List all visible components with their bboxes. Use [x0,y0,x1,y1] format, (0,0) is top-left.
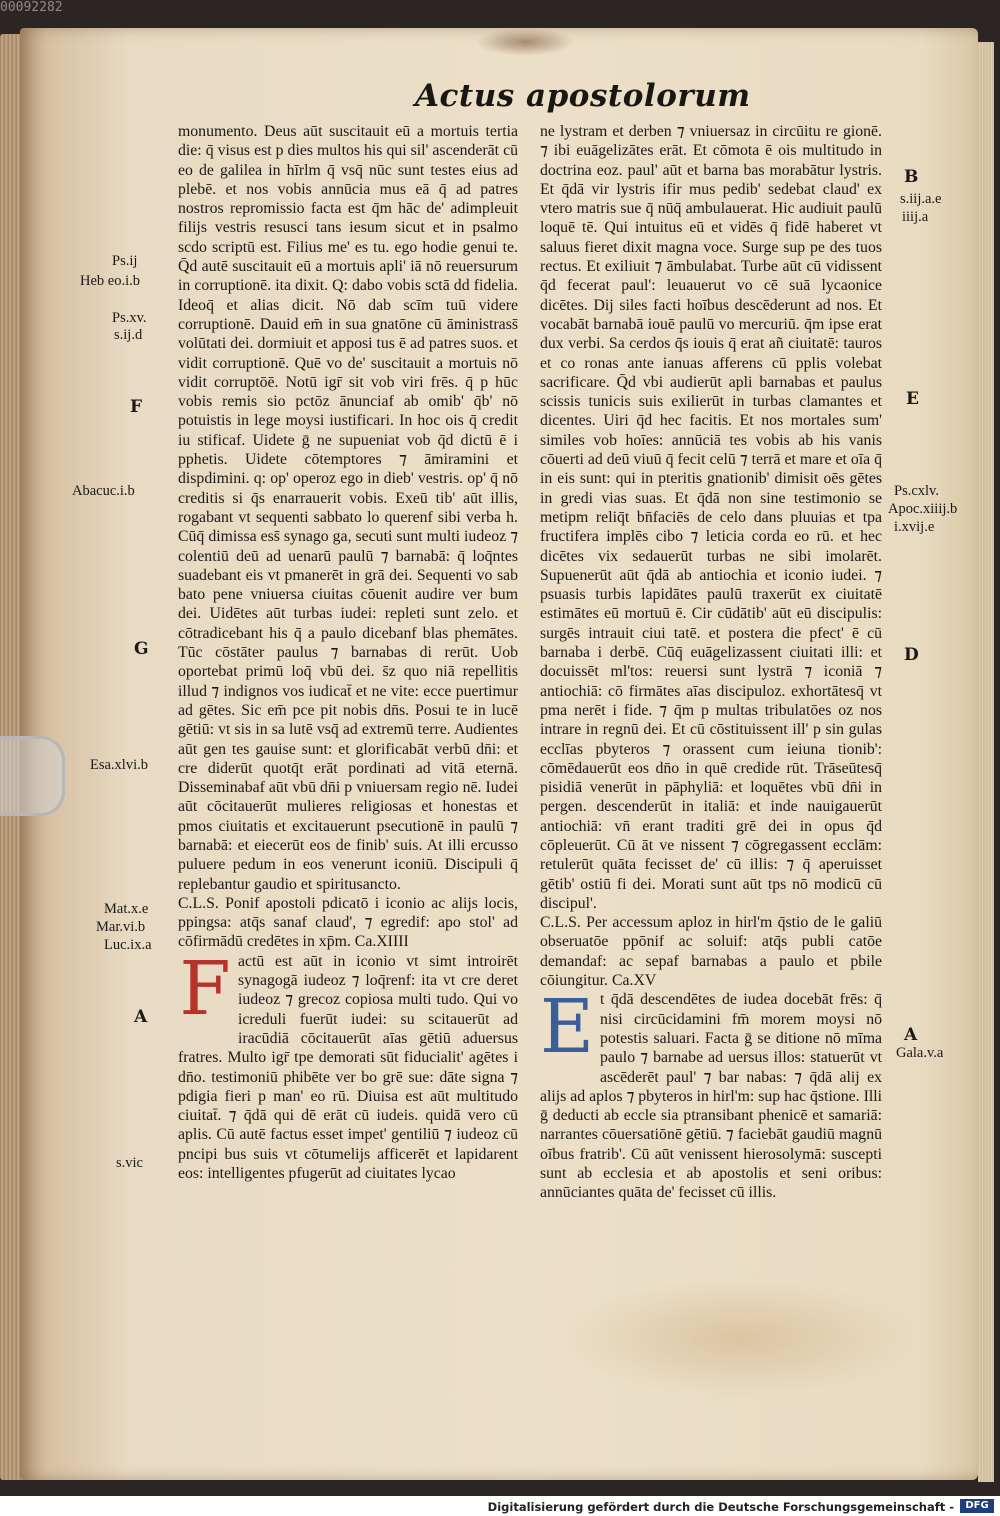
column-text: monumento. Deus aūt suscitauit eū a mortuis tertia die: q̄ visus est p dies multos his qui sil' ascenderāt cū eo de galilea in hīrlm q̄ vsq̄ nūc sunt testes eius ad plebē. et nos vobis annūcia mus eā q̄ ad patres nostros repromissio facta est q̄m hāc de' adimpleuit filijs vestris resusci tans iesum sicut et in psalmo scdo scriptū est. Filius me' es tu. ego hodie genui te. Q̄d autē suscitauit eū a mortuis apli' iā nō reuersurum in corruptionē. ita dixit. Q: dabo vobis sctā dd fidelia. Ideoq̄ et alias dicit. Nō dab scīm tuū videre corruptionē. Dauid em̄ in sua gnatōne cū āministrass̄ volūtati dei. dormiuit et apposi tus ē ad patres suos. et vidit corruptionē. Quē vo de' suscitauit a mortuis nō vidit corruptōē. Notū igr̄ sit vob viri frēs. q̄ p hūc vobis remis sio pctōz ānunciaf ab omib' q̄b' nō potuistis in lege moysi iustificari. In hoc ois q̄ credit iu stificaf. Uidete ḡ ne supueniat vob q̄d dictū ē i pphetis. Uidete cōtemptores ⁊ āmiramini et dispdimini. q: op' operoz ego in dieb' vestris. op' q̄ nō creditis si q̄s enarrauerit vobis. Exeū tib' aūt illis, rogabant vt sequenti sabbato lo querenf sibi verba h. Cūq̄ dimissa ess̄ synago ga, secuti sunt multi iudeoz ⁊ colentiū deū ad uenarū paulū ⁊ barnabā: q̄ loq̄ntes suadebant eis vt pmanerēt in grā dei. Sequenti vo sab bato pene vniuersa ciuitas cōuenit audire ver bum dei. Uidētes aūt turbas iudei: repleti sunt zelo. et cōtradicebant his q̄ a paulo dicebanf blas phemātes. Tūc cōstāter paulus ⁊ barnabas di rerūt. Uob oportebat primū loq̄ vbū dei. s̄z quo niā repellitis illud ⁊ indignos vos iudicat̄ et ne vite: ecce puertimur ad gētes. Sic em̄ pce pit nobis dn̄s. Posui te in lucē gētiū: vt sis in sa lutē vsq̄ ad extremū terre. Audientes aūt gen tes gauise sunt: et glorificabāt verbū dn̄i: et cre diderūt quotq̄t erāt pordinati ad vitā eternā. Disseminabaf aūt vbū dn̄i p vniuersam regio nē. Iudei aūt cōcitauerūt mulieres religiosas et honestas et pmos ciuitatis et excitauerunt psecutionē in paulū ⁊ barnabā: et eiecerūt eos de finib' suis. At illi ercusso puluere pedum in eos venerunt iconiū. Discipuli q̄ replebantur gaudio et spiritusancto. [178,123,518,893]
margin-note: Esa.xlvi.b [90,757,148,773]
margin-note: Ps.cxlv. [894,483,939,499]
margin-letter: A [134,1007,148,1027]
decorated-initial: F [179,945,231,1032]
margin-note: i.xvij.e [894,519,935,535]
text-column-right [540,122,882,1203]
chapter-summary-text: C.L.S. Ponif apostoli pdicatō i iconio ac alijs locis, ppingsa: atq̄s sanaf claud', ⁊ egredif: apo stol' ad cōfirmādū credētes in xp̄m. [178,894,518,951]
margin-note: Heb eo.i.b [80,273,140,289]
chapter-text: actū est aūt in iconio vt simt introirēt synagogā iudeoz ⁊ loq̄renf: ita vt cre deret iudeoz ⁊ grecoz copiosa multi tudo. Qui vo icreduli fuerūt iudei: su scitauerūt ad iracūdiā cōcitauerūt aīas gētiū aduersus fratres. Multo igr̄ tpe demorati sūt fiducialit' agētes i dn̄o. testimoniū phibēte ver bo grē sue: dāte signa ⁊ pdigia fieri p man' eo rū. Diuisa est aūt multitudo ciuitat̄. ⁊ q̄dā qui dē erāt cū iudeis. quidā vero cū aplis. Cū autē factus esset impet' gentiliū ⁊ iudeoz cū pncipi bus suis vt cōtumelijs afficerēt et lapidarent eos: intelligentes pfugerūt ad ciuitates lycao [178,952,518,1183]
scan-identifier: 00092282 [0,0,63,15]
chapter-summary [178,894,518,952]
chapter-body [178,945,518,1184]
column-text: ne lystram et derben ⁊ vniuersaz in circūitu re gionē. ⁊ ibi euāgelizātes erāt. Et cōmota ē ois multitudo in doctrina eoz. paul' aūt et barna bas morabātur lystris. Et q̄dā vir lystris ifir mus pedib' sedebat claud' ex vtero matris sue q̄ nūq̄ ambulauerat. Hic audiuit paulū loquē tē. Qui intuitus eū et vidēs q̄ fidē haberet vt saluus fieret dixit magna voce. Surge sup pe des tuos rectus. Et exiliuit ⁊ āmbulabat. Turbe aūt cū vidissent q̄d fecerat paul': leuauerut vo cē suā lycaonice dicētes. Dij siles facti hoībus descēderunt ad nos. Et vocabāt barnabā iouē paulū vo mercuriū. q̄m ipse erat dux verbi. Sa cerdos q̄s iouis q̄ erat añ ciuitatē: tauros et co ronas ante ianuas afferens cū pplis volebat sacrificare. Q̄d vbi audierūt apli barnabas et paulus scissis tunicis suis exilierūt in turbas clamantes et dicentes. Uiri q̄d hec facitis. Et nos mortales sum' similes vob hoīes: annūciā tes vobis ab his vanis cōuerti ad deū viuū q̄ fecit celū ⁊ terrā et mare et oīa q̄ in eis sunt: qui in pteritis gnationib' dimisit oēs gētes in gredi vias suas. Et q̄dā non sine testimonio se metipm reliq̄t bn̄faciēs de celo dans pluuias et tpa fructifera implēs cibo ⁊ leticia corda eo rū. et hec dicētes vix sedauerūt turbas ne sibi imolarēt. Supuenerūt aūt q̄dā ab antiochia et iconio iudei. ⁊ psuasis turbis lapidātes paulū traxerūt ex ciuitatē estimātes eū mortuū ē. Cir cūdātib' aūt eū discipulis: surgēs intrauit ciui tatē. et postera die pfect' ē cū barnaba i derbē. Cūq̄ euāgelizassent ciuitati illi: et docuissēt ml'tos: reuersi sunt lystrā ⁊ iconiā ⁊ antiochiā: cō firmātes aīas discipuloz. exhortātesq̄ vt pma nerēt i fide. ⁊ q̄m p multas tribulatōes oz nos intrare in regnū dei. Et cū cōstituissent ill' p sin gulas ecclīas pbyteros ⁊ orassent cum ieiuna tionib': cōmēdauerūt eos dn̄o in quē credide rūt. Trāseūtesq̄ pisidiā venerūt in pāphyliā: et loquētes vbū dn̄i in pergen. descenderūt in italiā: et inde nauigauerūt antiochiā: vn̄ erant traditi grē dei in opus q̄d cōpleuerūt. Cū āt ve nissent ⁊ cōgregassent ecclām: retulerūt quāta fecisset de' cū illis: ⁊ q̄ aperuisset gētib' ostiū fi dei. Morati sunt aūt tps nō modicū cū discipul'. [540,123,882,912]
margin-note: Mar.vi.b [96,919,146,935]
chapter-body [540,984,882,1202]
margin-note: s.vic [116,1155,143,1171]
margin-note: Apoc.xiiij.b [888,501,958,517]
margin-letter: E [906,389,919,409]
margin-note: s.iij.a.e [900,191,942,207]
margin-letter: A [904,1025,918,1045]
chapter-text: t q̄dā descendētes de iudea docebāt frēs: q̄ nisi circūcidamini fm̄ morem moysi nō potestis saluari. Facta ḡ se ditione nō mīma paulo ⁊ barnabe ad uersus illos: statuerūt vt ascēderēt paul' ⁊ bar nabas: ⁊ q̄dā alij ex alijs ad aplos ⁊ pbyteros in hirl'm: sup hac q̄stione. Illi ḡ deducti ab eccle sia ptransibant phenicē et samariā: narrantes cōuersatiōnē gētiū. ⁊ faciebāt gaudiū magnū oībus fratrib'. Cū aūt venissent hierosolymā: suscepti sunt ab ecclesia et ab apostolis et seni oribus: annūciantes quāta de' fecisset cū illis. [540,991,882,1202]
margin-letter: G [134,639,149,659]
margin-note: s.ij.d [114,327,143,343]
chapter-label: Ca.XIIII [354,933,409,951]
text-column-left [178,122,518,1183]
margin-letter: D [904,645,919,665]
page-stack-right-edge [978,42,994,1482]
dfg-logo: DFG [960,1499,994,1513]
chapter-summary-text: C.L.S. Per accessum aploz in hirl'm q̄stio de le galiū obseruatōe ppōnif ac soluif: atq̄s publi catōe demandaf: ac sepaf barnabas a paulo et pbile cōiungitur. [540,914,882,990]
decorated-initial: E [540,984,595,1071]
margin-letter: F [130,397,143,417]
stain-top [475,28,575,56]
chapter-label: Ca.XV [611,972,657,990]
margin-letter: B [904,167,919,187]
funding-credit: Digitalisierung gefördert durch die Deutsche Forschungsgemeinschaft - [487,1500,954,1514]
paper-clip [0,736,65,816]
margin-note: Mat.x.e [104,901,149,917]
margin-note: Gala.v.a [896,1045,944,1061]
running-head: Actus apostolorum [415,78,751,114]
margin-note: Ps.ij [112,253,138,269]
margin-note: Ps.xv. [112,310,147,326]
chapter-summary [540,913,882,990]
margin-note: Abacuc.i.b [72,483,135,499]
stain-bottom [560,1278,920,1398]
margin-note: iiij.a [902,209,929,225]
margin-note: Luc.ix.a [104,937,152,953]
